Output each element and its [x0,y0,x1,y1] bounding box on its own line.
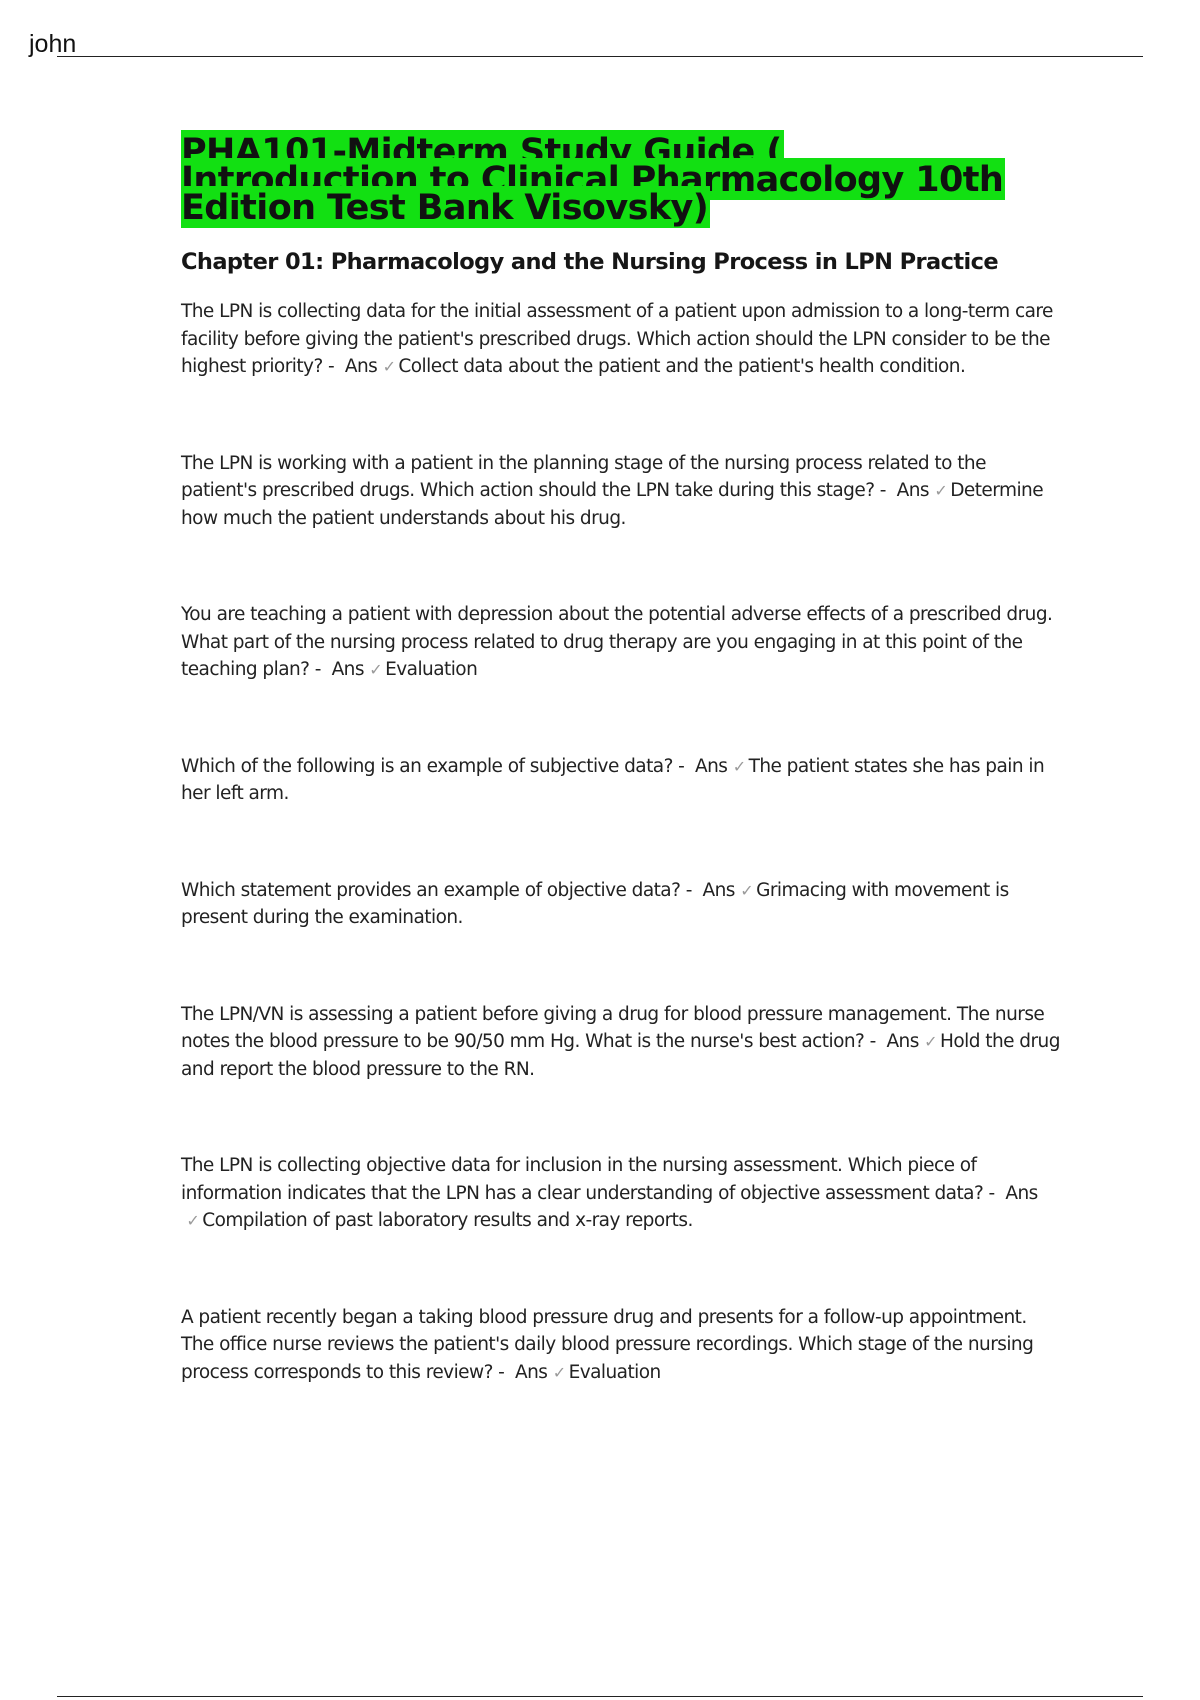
check-icon: ✓ [924,1032,938,1051]
qa-item [181,1304,1061,1387]
footer-rule [57,1696,1143,1697]
header-name: john [29,30,77,58]
check-icon: ✓ [740,880,754,900]
qa-item [181,1001,1061,1084]
answer-label: Ans [886,1031,919,1052]
header-rule [57,56,1143,57]
qa-item [181,601,1061,684]
question-list [181,298,1061,1386]
check-icon: ✓ [552,1362,566,1382]
check-icon: ✓ [186,1211,200,1230]
answer-text: Hold the drug and report the blood pressure to the RN. [181,1031,1060,1080]
qa-item [181,753,1061,808]
answer-text: Grimacing with movement is present during the examination. [181,879,1009,928]
answer-label: Ans [1005,1182,1038,1204]
question-text: The LPN is collecting data for the initial assessment of a patient upon admission to a long-term care facility before giving the patient's prescribed drugs. Which action should the LPN consider to be the highest priority? - [181,301,1053,377]
question-text: The LPN is working with a patient in the planning stage of the nursing process related to the patient's prescribed drugs. Which action should the LPN take during this stage? - [181,452,986,501]
question-text: The LPN is collecting objective data for inclusion in the nursing assessment. Which piece of information indicates that the LPN has a clear understanding of objective assessment data? - [181,1155,995,1204]
page-header [29,30,1143,58]
check-icon: ✓ [369,660,383,679]
question-text: Which of the following is an example of subjective data? - [181,755,685,777]
check-icon: ✓ [732,756,746,776]
answer-text: Determine how much the patient understands about his drug. [181,480,1044,529]
answer-text: Evaluation [385,659,478,680]
title-highlight: PHA101-Midterm Study Guide ( Introduction to Clinical Pharmacology 10th Edition Test Bank Visovsky) [181,132,1004,228]
answer-text: Compilation of past laboratory results and x-ray reports. [202,1210,693,1231]
qa-item [181,877,1061,932]
answer-label: Ans [331,659,364,680]
answer-label: Ans [514,1361,548,1383]
question-text: You are teaching a patient with depression about the potential adverse effects of a prescribed drug. What part of the nursing process related to drug therapy are you engaging in at this point of the teaching plan? - [181,604,1053,680]
answer-text: Collect data about the patient and the patient's health condition. [398,356,966,377]
qa-item [181,450,1061,533]
answer-label: Ans [702,879,735,901]
check-icon: ✓ [382,357,396,376]
chapter-heading: Chapter 01: Pharmacology and the Nursing Process in LPN Practice [181,249,998,275]
question-text: A patient recently began a taking blood pressure drug and presents for a follow-up appointment. The office nurse reviews the patient's daily blood pressure recordings. Which stage of the nursing process corresponds to this review? - [181,1306,1034,1383]
document-body [181,132,1061,1386]
qa-item [181,1152,1061,1235]
check-icon: ✓ [934,481,948,500]
question-text: Which statement provides an example of objective data? - [181,879,692,901]
qa-item [181,298,1061,381]
answer-text: The patient states she has pain in her left arm. [181,755,1045,804]
answer-label: Ans [344,356,378,377]
question-text: The LPN/VN is assessing a patient before giving a drug for blood pressure management. The nurse notes the blood pressure to be 90/50 mm Hg. What is the nurse's best action? - [181,1003,1045,1052]
answer-text: Evaluation [568,1361,661,1383]
document-title [181,132,1011,228]
answer-label: Ans [896,480,929,501]
answer-label: Ans [694,755,728,777]
